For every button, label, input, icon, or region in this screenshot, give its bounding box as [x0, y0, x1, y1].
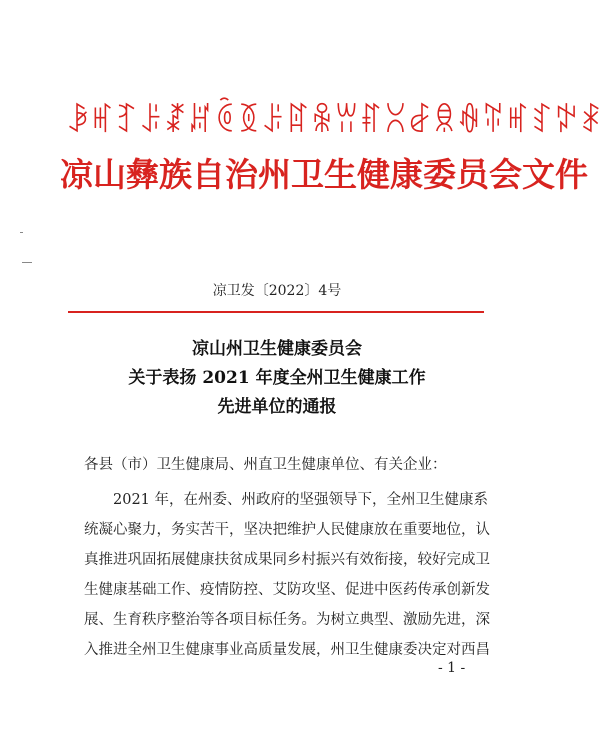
recipients-line: 各县（市）卫生健康局、州直卫生健康单位、有关企业： [84, 457, 447, 473]
document-heading-line-2: 关于表扬 2021 年度全州卫生健康工作 [128, 368, 426, 388]
yi-script-header: ꆃꎭꆈꌠꊨꏦꏱꅉꌠꍏꆜꀕꐥꇤꆀꌋꊿꄶꎭꆏꉢꑴ [66, 102, 604, 141]
scan-mark [20, 232, 23, 233]
page-number: - 1 - [438, 660, 466, 676]
scan-mark [22, 262, 32, 263]
body-paragraph-line: 真推进巩固拓展健康扶贫成果同乡村振兴有效衔接，较好完成卫 [84, 552, 490, 568]
body-paragraph-line: 2021 年，在州委、州政府的坚强领导下，全州卫生健康系 [113, 492, 489, 508]
body-paragraph-line: 入推进全州卫生健康事业高质量发展，州卫生健康委决定对西昌 [84, 642, 490, 658]
document-number: 凉卫发〔2022〕4号 [212, 283, 342, 299]
document-heading-line-3: 先进单位的通报 [217, 397, 337, 417]
body-paragraph-line: 统凝心聚力，务实苦干，坚决把维护人民健康放在重要地位，认 [84, 522, 490, 538]
document-heading-line-1: 凉山州卫生健康委员会 [192, 339, 362, 359]
red-divider-line [68, 311, 484, 313]
body-paragraph-line: 生健康基础工作、疫情防控、艾防攻坚、促进中医药传承创新发 [84, 582, 490, 598]
issuing-organization-title: 凉山彝族自治州卫生健康委员会文件 [60, 155, 588, 194]
body-paragraph-line: 展、生育秩序整治等各项目标任务。为树立典型、激励先进，深 [84, 612, 490, 628]
